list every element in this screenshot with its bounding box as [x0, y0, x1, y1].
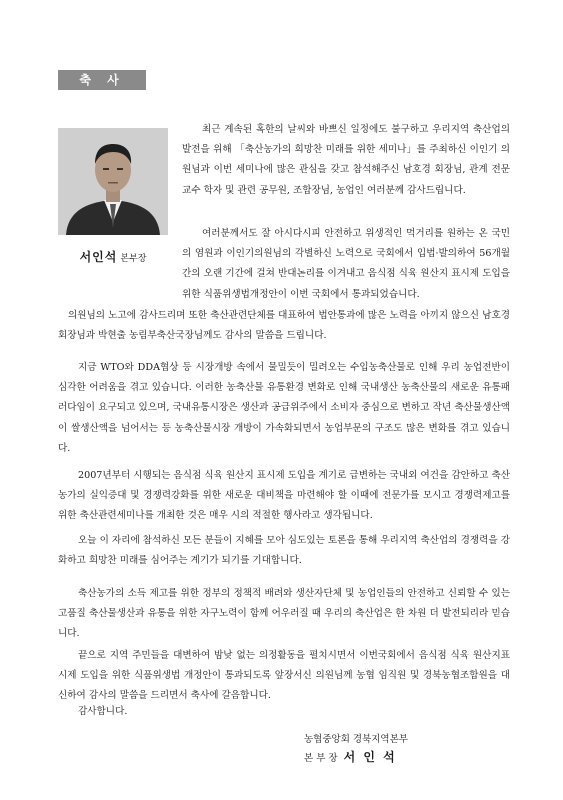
paragraph-1: 최근 계속된 혹한의 날씨와 바쁘신 일정에도 불구하고 우리지역 축산업의 발전을 위해 「축산농가의 희망찬 미래를 위한 세미나」를 주최하신 이인기 의원님과 이번 세미나에 많은 관심을 갖고 참석해주신 남호경 회장님, 관계 전문교수 학자 및 관련 공무원, 조합장님, 농업인 여러분께 감사드립니다.: [182, 124, 510, 196]
signature-org-text: 농협중앙회 경북지역본부: [304, 734, 408, 745]
section-banner-label: 축 사: [79, 73, 125, 87]
signature-org: [304, 731, 408, 745]
paragraph-3: 의원님의 노고에 감사드리며 또한 축산관련단체를 대표하여 법안통과에 많은 노력을 아끼지 않으신 남호경 회장님과 박현출 농림부축산국장님께도 감사의 말씀을 드립니다.: [58, 310, 510, 342]
portrait-photo: [58, 128, 168, 235]
profile-caption: [58, 246, 168, 265]
profile-role: 본부장: [120, 254, 147, 264]
signature-name: 서 인 석: [343, 750, 397, 764]
paragraph-2: 여러분께서도 잘 아시다시피 안전하고 위생적인 먹거리를 원하는 온 국민의 염원과 이인기의원님의 각별하신 노력으로 국회에서 입법·발의하여 56개월간의 오랜 기간에 걸쳐 반대논리를 이겨내고 음식점 식육 원산지 표시제 도입을 위한 식품위생법개정안이 이번 국회에서 통과되었습니다.: [182, 228, 510, 300]
paragraph-7: 축산농가의 소득 제고를 위한 정부의 정책적 배려와 생산자단체 및 농업인들의 안전하고 신뢰할 수 있는 고품질 축산물생산과 유통을 위한 자구노력이 함께 어우러질 때 우리의 축산업은 한 차원 더 발전되리라 믿습니다.: [58, 588, 510, 640]
paragraph-5: 2007년부터 시행되는 음식점 식육 원산지 표시제 도입을 계기로 급변하는 국내외 여건을 감안하고 축산농가의 실익증대 및 경쟁력강화를 위한 새로운 대비책을 마련해야 할 이때에 전문가를 모시고 경쟁력제고를 위한 축산관련세미나를 개최한 것은 매우 시의 적절한 행사라고 생각됩니다.: [58, 470, 510, 522]
portrait-image: [58, 128, 168, 235]
section-banner: [58, 70, 146, 90]
paragraph-8: 끝으로 지역 주민들을 대변하여 밤낮 없는 의정활동을 펼치시면서 이번국회에서 음식점 식육 원산지표시제 도입을 위한 식품위생법 개정안이 통과되도록 앞장서신 의원님께 농협 임직원 및 경북농협조합원을 대신하여 감사의 말씀을 드리면서 축사에 갈음합니다.: [58, 650, 510, 702]
profile-name: 서인석: [79, 250, 118, 264]
paragraph-4: 지금 WTO와 DDA협상 등 시장개방 속에서 물밀듯이 밀려오는 수입농축산물로 인해 우리 농업전반이 심각한 어려움을 겪고 있습니다. 이러한 농축산물 유통환경 변화로 인해 국내생산 농축산물의 새로운 유통패러다임이 요구되고 있으며, 국내유통시장은 생산과 공급위주에서 소비자 중심으로 변하고 작년 축산물생산액이 쌀생산액을 넘어서는 등 농축산물시장 개방이 가속화되면서 농업부문의 구조도 많은 변화를 겪고 있습니다.: [58, 362, 510, 454]
signature-line: [304, 748, 397, 765]
signature-title: 본 부 장: [304, 753, 338, 764]
paragraph-6: 오늘 이 자리에 참석하신 모든 분들이 지혜를 모아 심도있는 토론을 통해 우리지역 축산업의 경쟁력을 강화하고 희망찬 미래를 심어주는 계기가 되기를 기대합니다.: [58, 535, 510, 567]
paragraph-9: 감사합니다.: [78, 706, 128, 717]
